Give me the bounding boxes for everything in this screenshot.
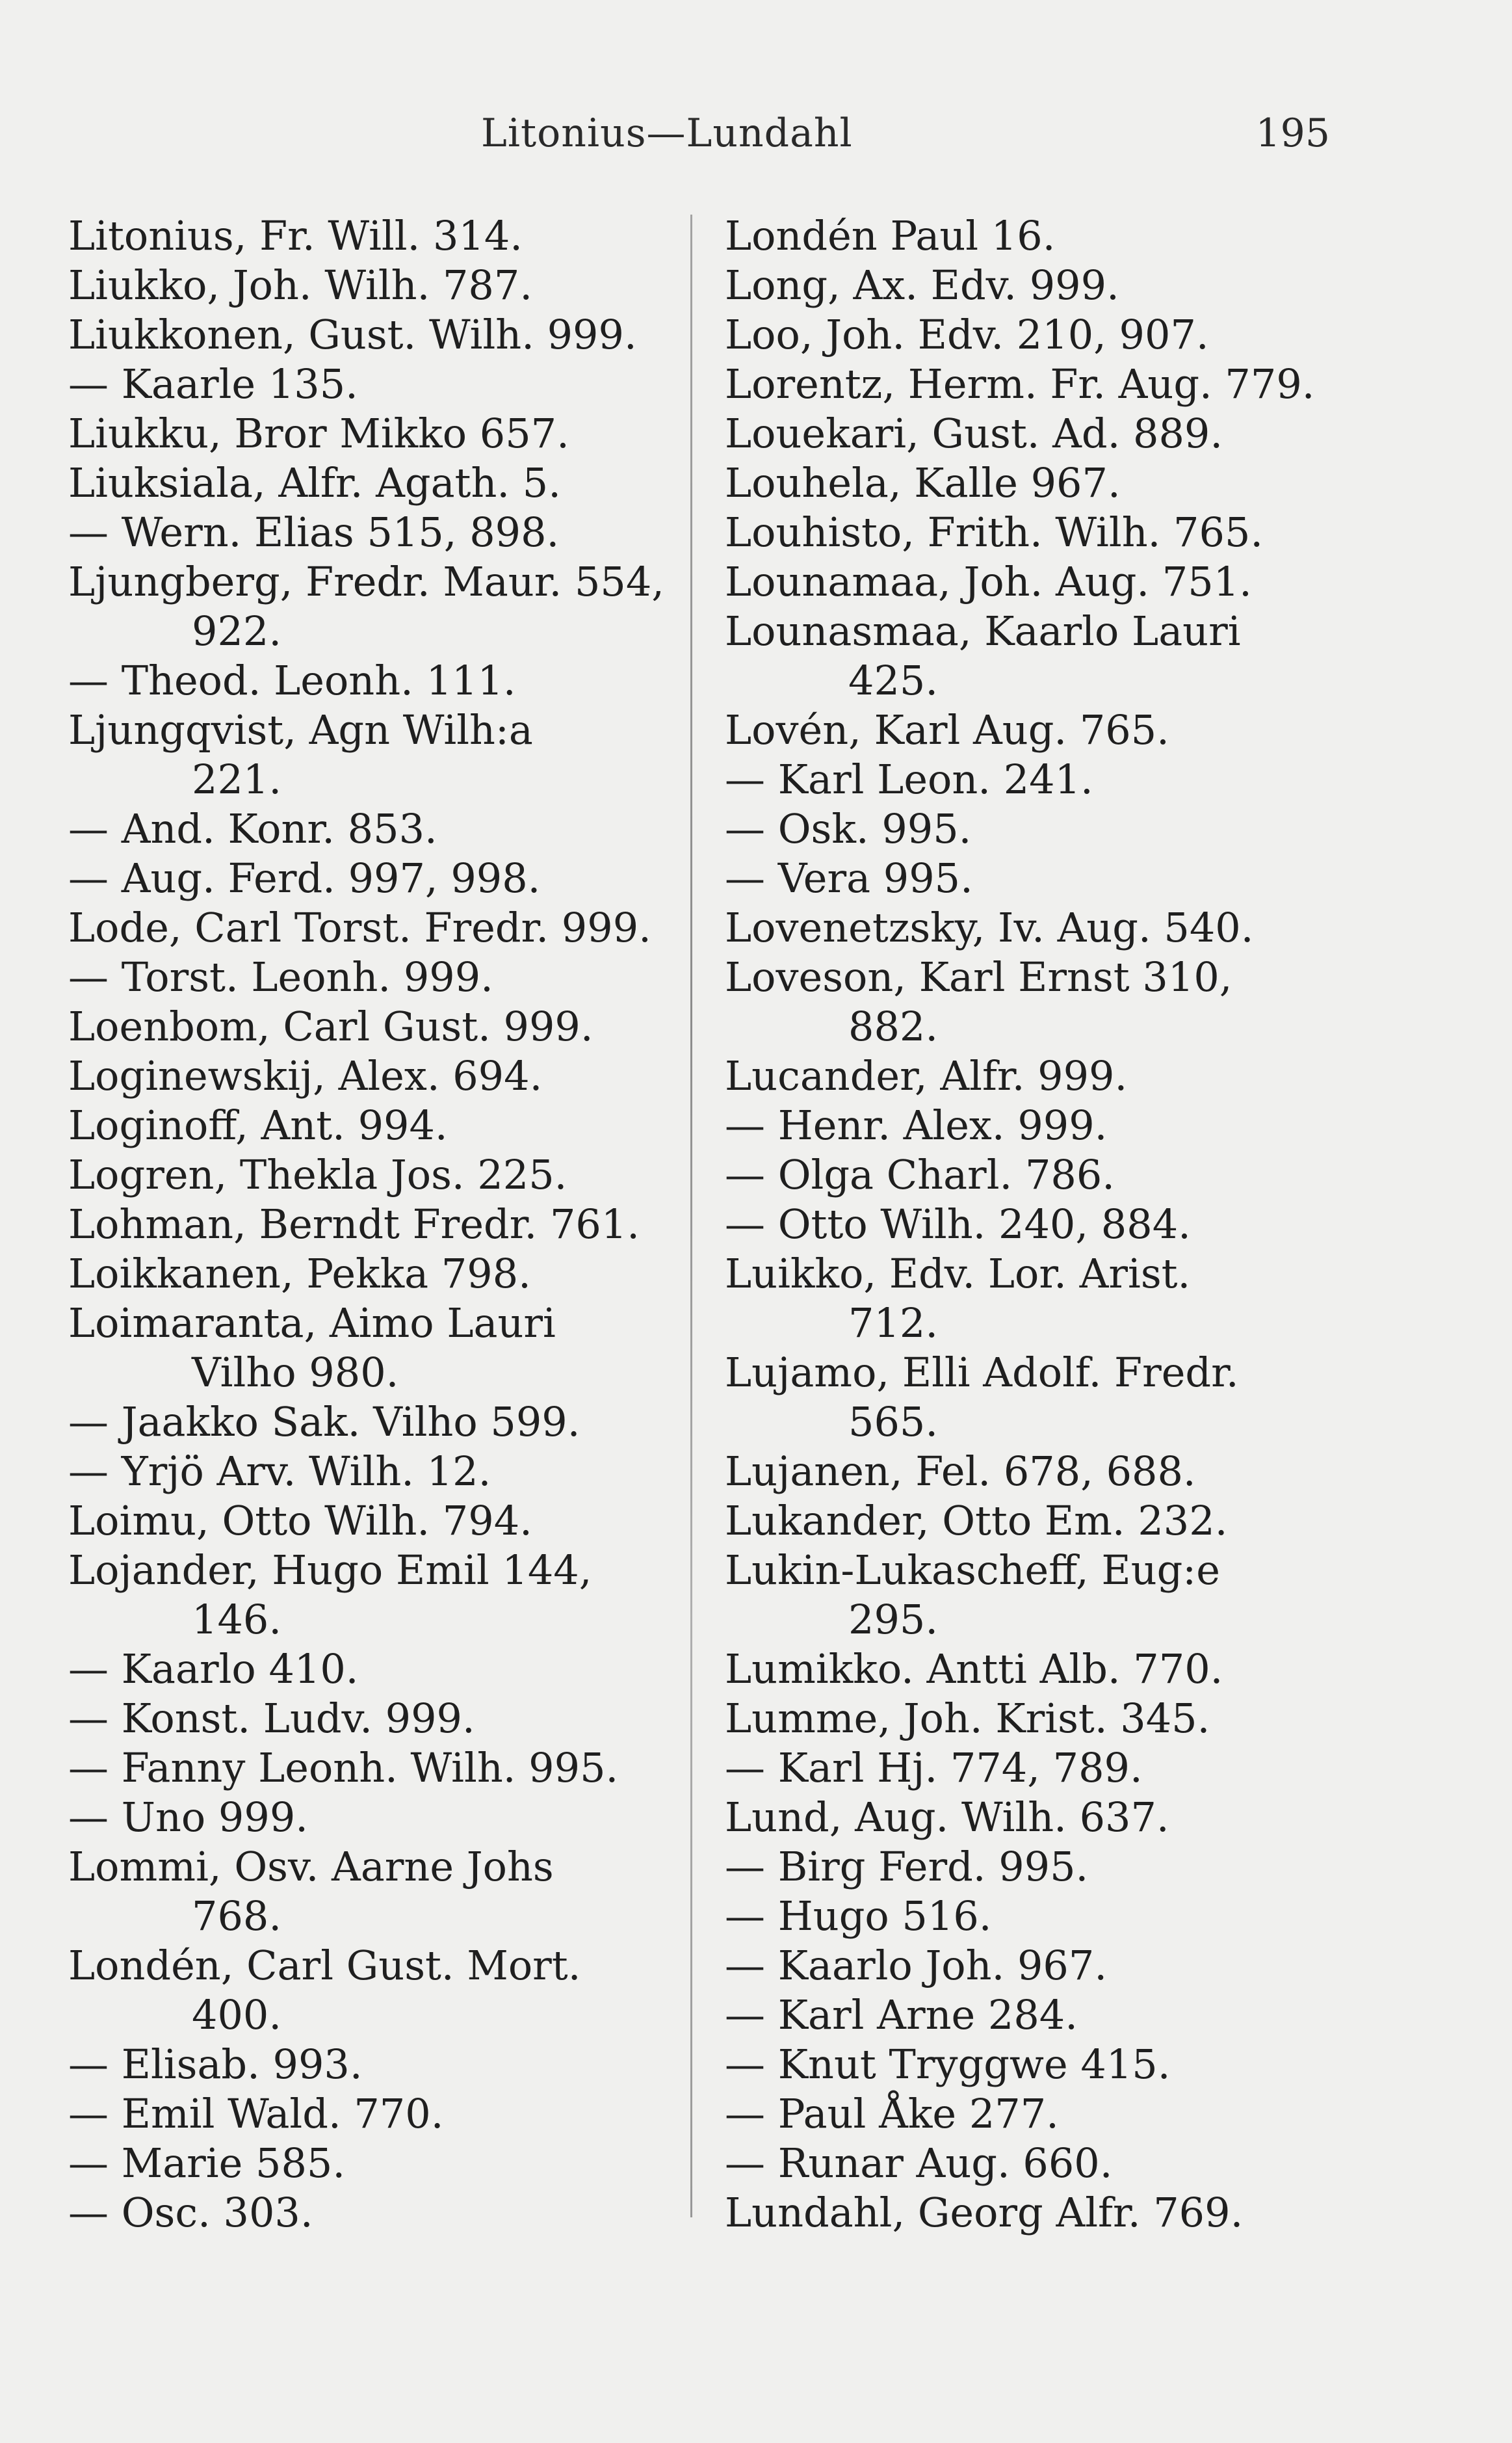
index-entry: — Karl Arne 284. [725, 1991, 1078, 2039]
index-entry: Lujamo, Elli Adolf. Fredr. [725, 1349, 1239, 1396]
index-entry-continuation: 146. [192, 1596, 282, 1643]
running-head [0, 111, 1512, 169]
index-entry-continuation: 221. [192, 756, 282, 803]
index-entry: — Osc. 303. [68, 2189, 313, 2236]
index-entry: — Elisab. 993. [68, 2040, 363, 2088]
index-entry: Lovenetzsky, Iv. Aug. 540. [725, 904, 1254, 951]
index-entry: — Aug. Ferd. 997, 998. [68, 854, 541, 902]
index-entry: — Kaarle 135. [68, 360, 358, 408]
index-entry: Lode, Carl Torst. Fredr. 999. [68, 904, 651, 951]
index-entry-continuation: 565. [848, 1398, 939, 1446]
column-divider [690, 215, 692, 2217]
index-entry: — Karl Hj. 774, 789. [725, 1744, 1143, 1791]
index-entry: — Runar Aug. 660. [725, 2139, 1113, 2187]
index-entry: Londén, Carl Gust. Mort. [68, 1942, 581, 1989]
index-entry: — Olga Charl. 786. [725, 1151, 1115, 1198]
index-entry: Ljungberg, Fredr. Maur. 554, [68, 558, 665, 605]
index-entry: — Theod. Leonh. 111. [68, 657, 516, 704]
index-entry: Liukko, Joh. Wilh. 787. [68, 261, 533, 309]
index-entry: — Birg Ferd. 995. [725, 1843, 1089, 1890]
running-title: Litonius—Lundahl [481, 111, 853, 156]
index-entry: Logren, Thekla Jos. 225. [68, 1151, 567, 1198]
index-entry: — Emil Wald. 770. [68, 2090, 444, 2137]
index-entry: — Kaarlo 410. [68, 1645, 359, 1693]
index-entry-continuation: 712. [848, 1299, 939, 1347]
index-entry: — Hugo 516. [725, 1892, 992, 1940]
index-entry: Luikko, Edv. Lor. Arist. [725, 1250, 1191, 1297]
index-entry: — Paul Åke 277. [725, 2090, 1059, 2137]
index-entry: Liukkonen, Gust. Wilh. 999. [68, 311, 637, 358]
index-entry: Lumme, Joh. Krist. 345. [725, 1695, 1210, 1742]
index-entry: Lucander, Alfr. 999. [725, 1052, 1128, 1100]
index-entry: — Torst. Leonh. 999. [68, 953, 493, 1001]
index-entry: — Henr. Alex. 999. [725, 1102, 1108, 1149]
index-entry: — Uno 999. [68, 1793, 308, 1841]
index-entry-continuation: 425. [848, 657, 939, 704]
index-entry-continuation: 882. [848, 1003, 939, 1050]
index-entry: Loikkanen, Pekka 798. [68, 1250, 531, 1297]
index-entry: Liukku, Bror Mikko 657. [68, 410, 569, 457]
index-entry: — And. Konr. 853. [68, 805, 437, 852]
index-entry: Lukin-Lukascheff, Eug:e [725, 1546, 1220, 1594]
index-entry: — Marie 585. [68, 2139, 346, 2187]
index-entry: Loimaranta, Aimo Lauri [68, 1299, 556, 1347]
index-entry: Lounamaa, Joh. Aug. 751. [725, 558, 1252, 605]
index-entry: Litonius, Fr. Will. 314. [68, 212, 523, 259]
index-entry: Louekari, Gust. Ad. 889. [725, 410, 1223, 457]
index-entry: Lumikko. Antti Alb. 770. [725, 1645, 1223, 1693]
index-entry: Louhela, Kalle 967. [725, 459, 1121, 507]
index-entry: — Jaakko Sak. Vilho 599. [68, 1398, 580, 1446]
index-entry: Loginewskij, Alex. 694. [68, 1052, 543, 1100]
index-entry: — Osk. 995. [725, 805, 972, 852]
index-entry: Loginoff, Ant. 994. [68, 1102, 448, 1149]
index-entry: Louhisto, Frith. Wilh. 765. [725, 508, 1264, 556]
index-entry: — Knut Tryggwe 415. [725, 2040, 1171, 2088]
index-entry-continuation: Vilho 980. [192, 1349, 399, 1396]
index-entry: Liuksiala, Alfr. Agath. 5. [68, 459, 561, 507]
index-entry: Lounasmaa, Kaarlo Lauri [725, 607, 1241, 655]
index-entry-continuation: 400. [192, 1991, 282, 2039]
index-entry: Lommi, Osv. Aarne Johs [68, 1843, 554, 1890]
index-entry: — Konst. Ludv. 999. [68, 1695, 475, 1742]
index-entry: — Wern. Elias 515, 898. [68, 508, 560, 556]
index-entry: Londén Paul 16. [725, 212, 1056, 259]
index-entry: Lukander, Otto Em. 232. [725, 1497, 1228, 1544]
index-entry: — Kaarlo Joh. 967. [725, 1942, 1108, 1989]
index-entry: Loveson, Karl Ernst 310, [725, 953, 1232, 1001]
index-entry: — Yrjö Arv. Wilh. 12. [68, 1447, 491, 1495]
index-entry: Lorentz, Herm. Fr. Aug. 779. [725, 360, 1315, 408]
index-entry: Lovén, Karl Aug. 765. [725, 706, 1169, 754]
index-entry: Ljungqvist, Agn Wilh:a [68, 706, 533, 754]
index-entry: — Karl Leon. 241. [725, 756, 1093, 803]
page-number: 195 [1255, 111, 1330, 156]
left-column [68, 211, 692, 2238]
index-entry: Long, Ax. Edv. 999. [725, 261, 1119, 309]
index-entry-continuation: 768. [192, 1892, 282, 1940]
index-entry: Loenbom, Carl Gust. 999. [68, 1003, 593, 1050]
index-entry: Lojander, Hugo Emil 144, [68, 1546, 592, 1594]
index-entry-continuation: 922. [192, 607, 282, 655]
index-entry: Lujanen, Fel. 678, 688. [725, 1447, 1196, 1495]
index-entry: — Vera 995. [725, 854, 973, 902]
index-entry: Lundahl, Georg Alfr. 769. [725, 2189, 1244, 2236]
index-entry: — Fanny Leonh. Wilh. 995. [68, 1744, 619, 1791]
index-entry: Lund, Aug. Wilh. 637. [725, 1793, 1169, 1841]
index-entry: — Otto Wilh. 240, 884. [725, 1200, 1191, 1248]
index-entry: Loo, Joh. Edv. 210, 907. [725, 311, 1209, 358]
index-entry: Loimu, Otto Wilh. 794. [68, 1497, 532, 1544]
index-entry: Lohman, Berndt Fredr. 761. [68, 1200, 640, 1248]
index-entry-continuation: 295. [848, 1596, 939, 1643]
right-column [725, 211, 1349, 2238]
